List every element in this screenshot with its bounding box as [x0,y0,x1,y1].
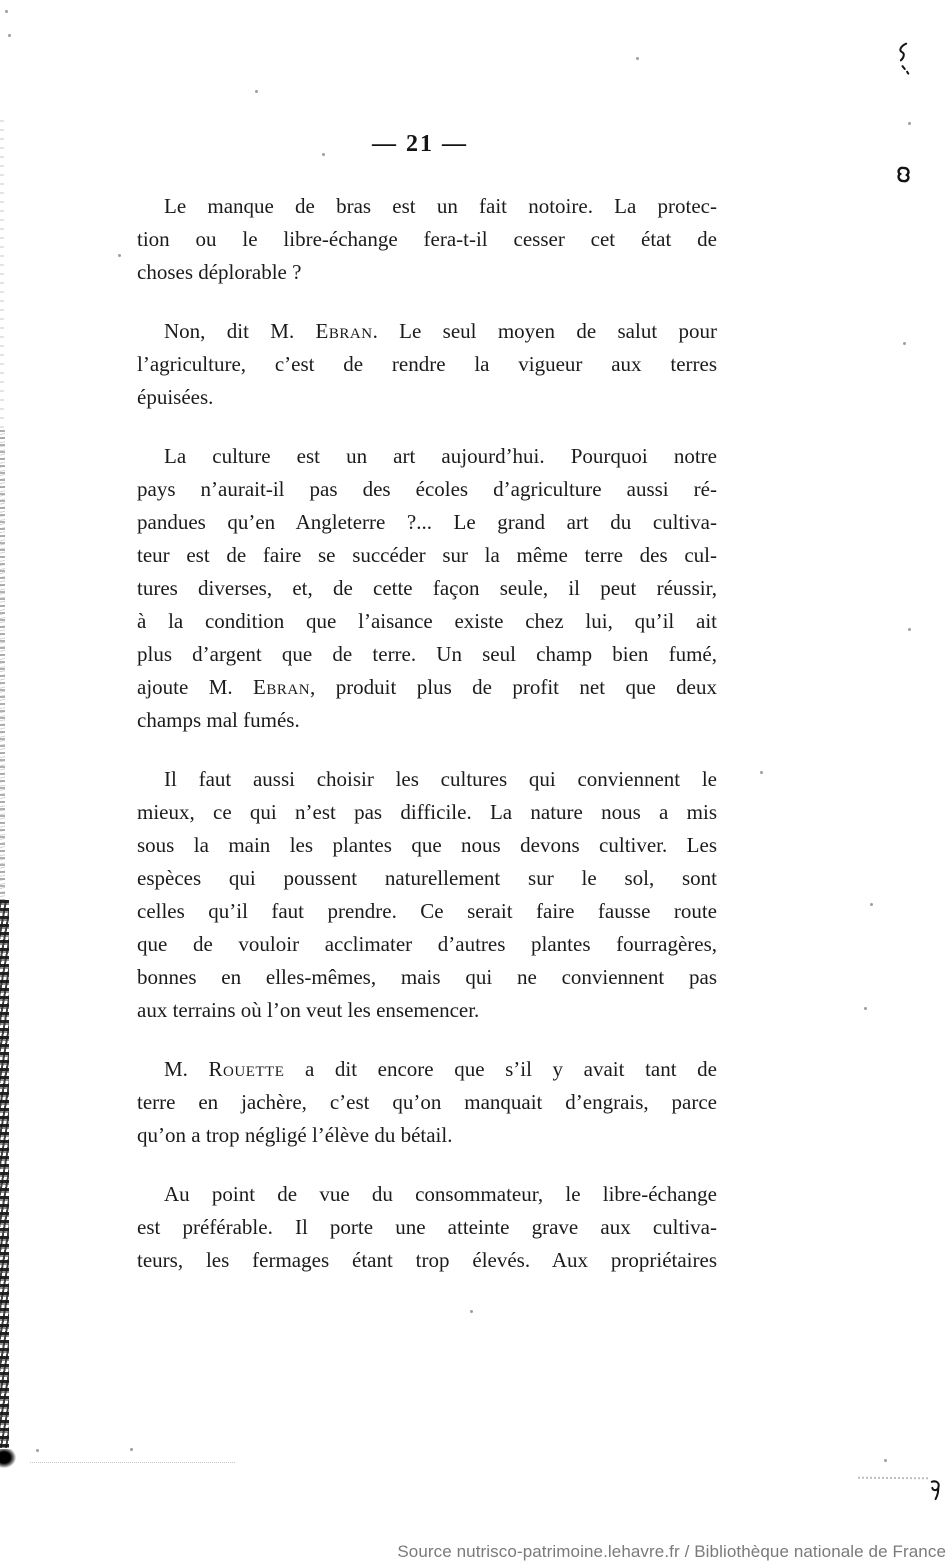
scan-speck [864,1007,867,1010]
scan-speck [255,90,258,93]
scan-speck [884,1459,887,1462]
scan-speck [908,628,911,631]
ink-blotch [0,1449,16,1468]
source-attribution: Source nutrisco-patrimoine.lehavre.fr / Bibliothèque nationale de France [397,1542,946,1561]
paragraph [137,315,717,414]
paragraph [137,440,717,737]
text-line: épuisées. [137,385,214,409]
text-line: celles qu’il faut prendre. Ce serait faire fausse route [137,899,717,923]
ink-mark-icon [927,1479,942,1507]
scan-speck [636,57,639,60]
text-line: choses déplorable ? [137,260,302,284]
text-line: bonnes en elles-mêmes, mais qui ne conviennent pas [137,965,717,989]
text-line: champs mal fumés. [137,708,300,732]
gutter-shadow-faint [0,120,4,430]
person-name: Ebran [253,675,311,699]
text-line: espèces qui poussent naturellement sur le sol, sont [137,866,717,890]
scan-speck [760,771,763,774]
scan-noise-line [30,1462,235,1463]
paragraph [137,190,717,289]
scan-speck [8,34,11,37]
text-line: La culture est un art aujourd’hui. Pourquoi notre [164,444,717,468]
text-line: l’agriculture, c’est de rendre la vigueur aux terres [137,352,717,376]
scan-speck [470,1310,473,1313]
text-line: teurs, les fermages étant trop élevés. Aux propriétaires [137,1248,717,1272]
text-line: Non, dit M. Ebran. Le seul moyen de salut pour [164,319,717,343]
paragraph [137,763,717,1027]
scan-speck [903,342,906,345]
page-text [137,190,717,1303]
text-line: Il faut aussi choisir les cultures qui conviennent le [164,767,717,791]
text-line: pays n’aurait-il pas des écoles d’agriculture aussi ré- [137,477,717,501]
text-line: est préférable. Il porte une atteinte grave aux cultiva- [137,1215,717,1239]
gutter-shadow-dark [0,900,9,1448]
text-line: ajoute M. Ebran, produit plus de profit net que deux [137,675,717,699]
text-line: aux terrains où l’on veut les ensemencer. [137,998,480,1022]
page-number: — 21 — [372,131,468,157]
ink-mark-icon [896,166,911,188]
scan-speck [36,1449,39,1452]
scan-speck [130,1448,133,1451]
text-line: M. Rouette a dit encore que s’il y avait tant de [164,1057,717,1081]
scan-speck [908,122,911,125]
text-line: tures diverses, et, de cette façon seule, il peut réussir, [137,576,717,600]
paragraph [137,1178,717,1277]
text-line: Au point de vue du consommateur, le libre-échange [164,1182,717,1206]
text-line: terre en jachère, c’est qu’on manquait d’engrais, parce [137,1090,717,1114]
person-name: Rouette [208,1057,285,1081]
scan-speck [870,903,873,906]
gutter-shadow-light [0,430,5,900]
text-line: plus d’argent que de terre. Un seul champ bien fumé, [137,642,717,666]
text-line: à la condition que l’aisance existe chez lui, qu’il ait [137,609,717,633]
paragraph [137,1053,717,1152]
text-line: sous la main les plantes que nous devons cultiver. Les [137,833,717,857]
text-line: pandues qu’en Angleterre ?... Le grand art du cultiva- [137,510,717,534]
scan-speck [118,254,121,257]
text-line: Le manque de bras est un fait notoire. La protec- [164,194,717,218]
text-line: mieux, ce qui n’est pas difficile. La nature nous a mis [137,800,717,824]
scan-noise-line [858,1477,928,1480]
text-line: qu’on a trop négligé l’élève du bétail. [137,1123,453,1147]
text-line: que de vouloir acclimater d’autres plantes fourragères, [137,932,717,956]
person-name: Ebran [315,319,373,343]
ink-mark-icon [894,41,914,81]
scan-speck [5,10,8,13]
text-line: teur est de faire se succéder sur la même terre des cul- [137,543,717,567]
scan-speck [322,153,325,156]
text-line: tion ou le libre-échange fera-t-il cesser cet état de [137,227,717,251]
